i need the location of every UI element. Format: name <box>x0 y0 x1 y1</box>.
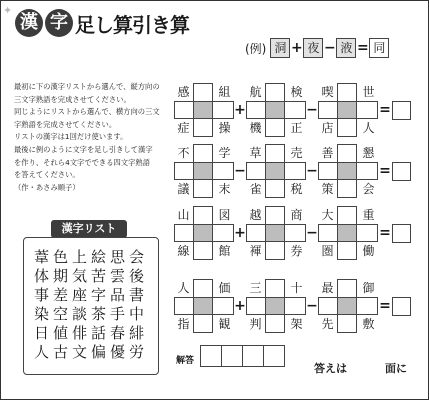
answer-box-1[interactable] <box>200 345 222 367</box>
answer-box-4[interactable] <box>263 345 285 367</box>
equals-sign: = <box>379 225 391 241</box>
operator: + <box>234 102 246 118</box>
cross-char: 組 <box>218 85 231 99</box>
kanji-grid <box>32 248 146 362</box>
cross-char: 先 <box>321 317 334 331</box>
operator: + <box>234 225 246 241</box>
center-blank[interactable] <box>193 162 213 180</box>
cross-char: 重 <box>362 208 375 222</box>
kanji-list-char[interactable]: 偏 <box>90 343 106 361</box>
center-blank[interactable] <box>193 297 213 315</box>
title-badge-kan: 漢 <box>15 9 43 37</box>
kanji-cross <box>174 144 234 198</box>
kanji-list-char[interactable]: 色 <box>52 248 68 266</box>
cross-char: 策 <box>321 182 334 196</box>
instruction-line: 三文字熟語を完成させてください。 <box>14 94 131 104</box>
instructions <box>14 81 164 194</box>
cross-char: 図 <box>218 208 231 222</box>
cross-char: 操 <box>218 121 231 135</box>
operator: + <box>234 298 246 314</box>
kanji-list-char[interactable]: 中 <box>128 305 144 323</box>
instruction-line: を答えてください。 <box>14 170 80 180</box>
example-minus: − <box>324 40 336 56</box>
kanji-cross <box>246 279 306 333</box>
example-char-3: 液 <box>336 38 356 58</box>
center-blank[interactable] <box>337 101 357 119</box>
cross-char: 症 <box>177 121 190 135</box>
puzzle-row-3 <box>174 206 411 260</box>
kanji-list-char[interactable]: 会 <box>128 248 144 266</box>
cross-char: 会 <box>362 182 375 196</box>
answer-boxes <box>200 345 284 367</box>
kanji-list-char[interactable]: 体 <box>33 267 49 285</box>
cross-char: 大 <box>321 208 334 222</box>
kanji-list-char[interactable]: 上 <box>71 248 87 266</box>
operator: − <box>306 102 318 118</box>
equals-sign: = <box>379 163 391 179</box>
kanji-list-char[interactable]: 人 <box>33 343 49 361</box>
cross-char: 正 <box>290 121 303 135</box>
kanji-list-char[interactable]: 書 <box>128 286 144 304</box>
author-credit: （作・あさみ順子） <box>14 182 80 192</box>
kanji-list-char[interactable]: 気 <box>71 267 87 285</box>
cross-char: 人 <box>362 121 375 135</box>
puzzle-title <box>15 5 189 41</box>
face-number-text: 面に <box>385 362 407 375</box>
kanji-list-char[interactable]: 品 <box>109 286 125 304</box>
cross-char: 世 <box>362 85 375 99</box>
title-text: 足し算引き算 <box>75 12 189 37</box>
example-char-2: 夜 <box>303 38 323 58</box>
cross-char: 褌 <box>249 244 262 258</box>
center-blank[interactable] <box>337 224 357 242</box>
kanji-list-char[interactable]: 日 <box>33 324 49 342</box>
kanji-list-char[interactable]: 染 <box>33 305 49 323</box>
instruction-line: 最初に下の漢字リストから選んで、縦方向の <box>14 82 160 91</box>
kanji-list-char[interactable]: 俳 <box>71 324 87 342</box>
cross-char: 喫 <box>321 85 334 99</box>
cross-char: 働 <box>362 244 375 258</box>
cross-char: 税 <box>290 182 303 196</box>
kanji-list-char[interactable]: 苦 <box>90 267 106 285</box>
kanji-cross <box>318 83 378 137</box>
center-blank[interactable] <box>193 224 213 242</box>
kanji-list-char[interactable]: 緋 <box>128 324 144 342</box>
kanji-cross <box>174 206 234 260</box>
kanji-cross <box>174 83 234 137</box>
answer-box-3[interactable] <box>242 345 264 367</box>
cross-char: 十 <box>290 281 303 295</box>
cross-char: 店 <box>321 121 334 135</box>
operator: − <box>306 163 318 179</box>
example-equation <box>245 38 389 58</box>
kanji-cross <box>318 206 378 260</box>
cross-char: 不 <box>177 146 190 160</box>
cross-char: 善 <box>321 146 334 160</box>
answer-is-text: 答えは <box>314 362 347 375</box>
cross-char: 館 <box>218 244 231 258</box>
kanji-list-char[interactable]: 空 <box>52 305 68 323</box>
cross-char: 観 <box>218 317 231 331</box>
kanji-list-char[interactable]: 絵 <box>90 248 106 266</box>
result-box[interactable] <box>392 162 411 181</box>
cross-char: 感 <box>177 85 190 99</box>
instruction-line: 字熟語を完成させてください。 <box>14 119 117 129</box>
puzzle-row-1 <box>174 83 411 137</box>
kanji-cross <box>318 279 378 333</box>
cross-char: 人 <box>177 281 190 295</box>
puzzle-row-2 <box>174 144 411 198</box>
cross-char: 御 <box>362 281 375 295</box>
puzzle-row-4 <box>174 279 411 333</box>
cross-char: 最 <box>321 281 334 295</box>
kanji-list-char[interactable]: 春 <box>109 324 125 342</box>
sparkle-icon: ✦ <box>3 4 13 17</box>
instruction-line: 同じようにリストから選んで、横方向の三文 <box>14 107 160 117</box>
kanji-cross <box>246 83 306 137</box>
kanji-list-char[interactable]: 思 <box>109 248 125 266</box>
cross-char: 価 <box>218 281 231 295</box>
equals-sign: = <box>379 298 391 314</box>
cross-char: 圏 <box>321 244 334 258</box>
kanji-list <box>23 237 159 375</box>
cross-char: 山 <box>177 208 190 222</box>
kanji-list-char[interactable]: 差 <box>52 286 68 304</box>
kanji-list-char[interactable]: 文 <box>71 343 87 361</box>
center-blank[interactable] <box>193 101 213 119</box>
example-label: (例) <box>245 41 267 56</box>
kanji-list-char[interactable]: 雲 <box>109 267 125 285</box>
example-char-1: 洞 <box>270 38 290 58</box>
cross-char: 末 <box>218 182 231 196</box>
instruction-line: リストの漢字は1回だけ使います。 <box>14 132 128 142</box>
cross-char: 架 <box>290 317 303 331</box>
cross-char: 三 <box>249 281 262 295</box>
example-equals: = <box>357 40 369 56</box>
cross-char: 越 <box>249 208 262 222</box>
kanji-list-char[interactable]: 葦 <box>33 248 49 266</box>
result-box[interactable] <box>392 297 411 316</box>
cross-char: 検 <box>290 85 303 99</box>
center-blank[interactable] <box>337 297 357 315</box>
center-blank[interactable] <box>265 101 285 119</box>
instruction-line: を作り、それら4文字でできる四文字熟語 <box>14 157 150 167</box>
operator: − <box>234 163 246 179</box>
kanji-list-char[interactable]: 後 <box>128 267 144 285</box>
kanji-list-char[interactable]: 労 <box>128 343 144 361</box>
kanji-list-char[interactable]: 手 <box>109 305 125 323</box>
kanji-list-char[interactable]: 事 <box>33 286 49 304</box>
center-blank[interactable] <box>337 162 357 180</box>
kanji-list-char[interactable]: 優 <box>109 343 125 361</box>
cross-char: 指 <box>177 317 190 331</box>
result-box[interactable] <box>392 224 411 243</box>
cross-char: 機 <box>249 121 262 135</box>
cross-char: 売 <box>290 146 303 160</box>
kanji-list-char[interactable]: 古 <box>52 343 68 361</box>
result-box[interactable] <box>392 101 411 120</box>
operator: − <box>306 298 318 314</box>
kanji-list-char[interactable]: 値 <box>52 324 68 342</box>
kanji-cross <box>318 144 378 198</box>
example-result: 同 <box>369 38 389 58</box>
cross-char: 議 <box>177 182 190 196</box>
kanji-list-char[interactable]: 話 <box>90 324 106 342</box>
kanji-list-char[interactable]: 座 <box>71 286 87 304</box>
kanji-list-char[interactable]: 茶 <box>90 305 106 323</box>
cross-char: 線 <box>177 244 190 258</box>
cross-char: 判 <box>249 317 262 331</box>
cross-char: 敷 <box>362 317 375 331</box>
kanji-cross <box>246 144 306 198</box>
cross-char: 学 <box>218 146 231 160</box>
cross-char: 券 <box>290 244 303 258</box>
kanji-list-char[interactable]: 期 <box>52 267 68 285</box>
kanji-list-char[interactable]: 字 <box>90 286 106 304</box>
equals-sign: = <box>379 102 391 118</box>
answer-box-2[interactable] <box>221 345 243 367</box>
center-blank[interactable] <box>265 224 285 242</box>
kanji-list-char[interactable]: 談 <box>71 305 87 323</box>
cross-char: 商 <box>290 208 303 222</box>
example-plus: + <box>291 40 303 56</box>
operator: − <box>306 225 318 241</box>
cross-char: 雀 <box>249 182 262 196</box>
kanji-cross <box>246 206 306 260</box>
answer-label: 解答 <box>176 356 195 366</box>
instruction-line: 最後に例のように文字を足し引きして漢字 <box>14 144 153 154</box>
cross-char: 草 <box>249 146 262 160</box>
title-badge-ji: 字 <box>45 9 73 37</box>
kanji-list-title: 漢字リスト <box>51 220 127 238</box>
kanji-cross <box>174 279 234 333</box>
cross-char: 懇 <box>362 146 375 160</box>
center-blank[interactable] <box>265 162 285 180</box>
cross-char: 航 <box>249 85 262 99</box>
center-blank[interactable] <box>265 297 285 315</box>
